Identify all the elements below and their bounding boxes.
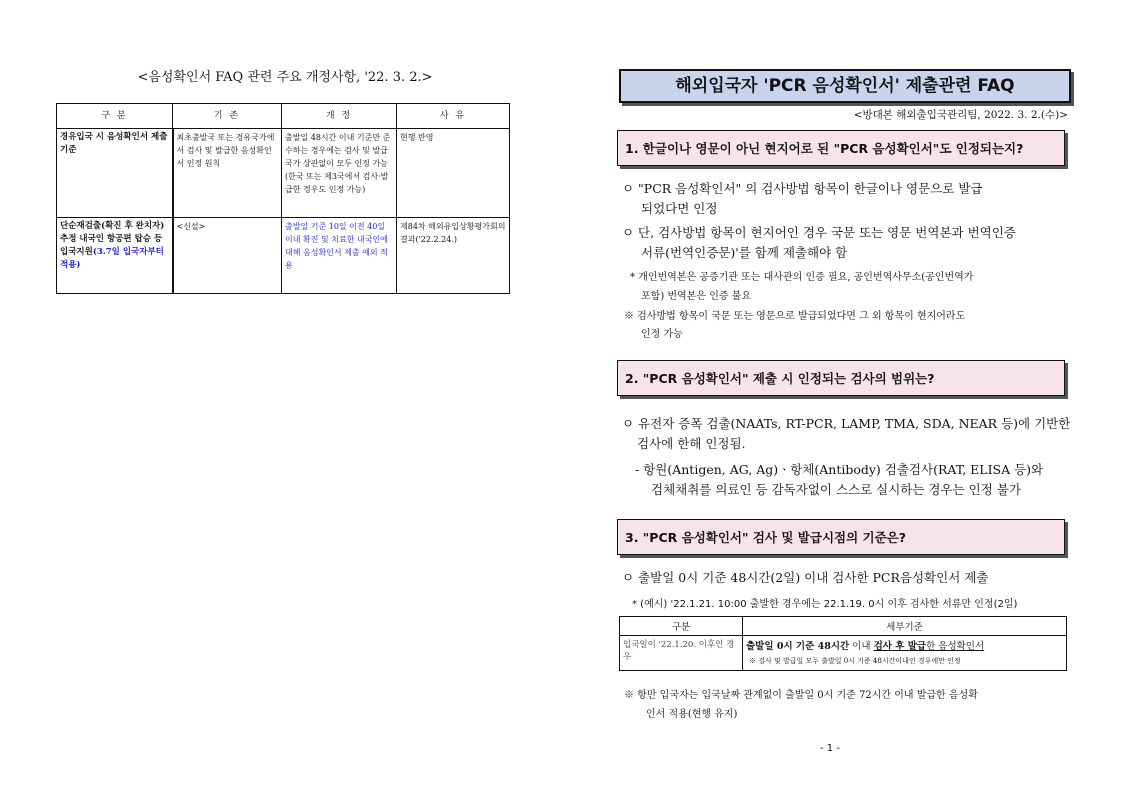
criteria-table [619,616,1067,671]
row1-revised: 출발일 48시간 이내 기준만 준수하는 경우에는 검사 및 발급국가 상관없이 모두 인정 가능(한국 또는 제3국에서 검사·발급한 경우도 인정 가능) [282,129,397,218]
table-row [620,636,1067,671]
q3-example: * (예시) '22.1.21. 10:00 출발한 경우에는 22.1.19. 0시 이후 검사한 서류만 인정(2일) [632,599,1018,610]
q1-line-1: ㅇ "PCR 음성확인서" 의 검사방법 항목이 한글이나 영문으로 발급 [622,181,983,196]
q2-line-1: ㅇ 유전자 증폭 검출(NAATs, RT-PCR, LAMP, TMA, SDA, NEAR 등)에 기반한 [622,416,1071,431]
criteria-header-category: 구분 [620,617,743,636]
q1-note-3: ※ 검사방법 항목이 국문 또는 영문으로 발급되었다면 그 외 항목이 현지어라도 [624,311,966,322]
header-revised: 개 정 [282,104,397,129]
faq-subtitle: <방대본 해외출입국관리팀, 2022. 3. 2.(수)> [853,109,1068,121]
q3-note-2: 인서 적용(현행 유지) [646,709,738,720]
header-existing: 기 존 [173,104,282,129]
page-number: - 1 - [820,743,840,754]
header-reason: 사 유 [397,104,510,129]
table-row [57,129,510,218]
question-1-box: 1. 한글이나 영문이 아닌 현지어로 된 "PCR 음성확인서"도 인정되는지? [617,130,1065,166]
row2-category [57,218,173,294]
q2-line-2: 검사에 한해 인정됨. [637,436,746,451]
q1-line-3: ㅇ 단, 검사방법 항목이 현지어인 경우 국문 또는 영문 번역본과 번역인증 [622,225,1016,240]
q3-line-1: ㅇ 출발일 0시 기준 48시간(2일) 이내 검사한 PCR음성확인서 제출 [622,570,989,585]
row2-category-note: (3.7일 입국자부터 적용) [60,247,164,270]
row2-reason: 제84차 해외유입상황평가회의 결과('22.2.24.) [397,218,510,294]
q2-line-4: 검체채취를 의료인 등 감독자없이 스스로 실시하는 경우는 인정 불가 [651,482,1021,497]
criteria-main-c: 검사 후 발급 [873,641,927,652]
criteria-category: 입국일이 '22.1.20. 이후인 경우 [620,636,743,671]
question-2-box: 2. "PCR 음성확인서" 제출 시 인정되는 검사의 범위는? [617,360,1065,396]
criteria-header-row [620,617,1067,636]
header-category: 구 분 [57,104,173,129]
left-page-title: <음성확인서 FAQ 관련 주요 개정사항, '22. 3. 2.> [137,70,433,85]
revision-table [56,103,510,294]
q1-note-2: 포함) 번역본은 인증 불요 [641,291,752,302]
q1-line-2: 되었다면 인정 [641,201,718,216]
criteria-main [746,638,1063,652]
row1-category: 경유입국 시 음성확인서 제출 기준 [57,129,173,218]
row2-category-text: 단순재검출(확진 후 완치자) 추정 내국인 항공편 탑승 등 입국지원 [60,221,165,257]
criteria-header-detail: 세부기준 [743,617,1067,636]
criteria-note: ※ 검사 및 발급일 모두 출발일 0시 기준 48시간이내인 경우에만 인정 [749,657,961,665]
q1-line-4: 서류(번역인증문)'를 함께 제출해야 함 [641,245,848,260]
criteria-main-b: 이내 [849,641,874,652]
row2-revised: 출발일 기준 10일 이전 40일 이내 확진 및 치료한 내국인에 대해 음성확인서 제출 예외 적용 [282,218,397,294]
row1-reason: 현행 반영 [397,129,510,218]
row2-existing: <신설> [173,218,282,294]
criteria-main-a: 출발일 0시 기준 48시간 [746,641,850,652]
q1-note-4: 인정 가능 [641,329,683,340]
q2-line-3: - 항원(Antigen, AG, Ag)ㆍ항체(Antibody) 검출검사(RAT, ELISA 등)와 [635,462,1044,477]
row1-existing: 최초출발국 또는 경유국가에서 검사 및 발급한 음성확인서 인정 원칙 [173,129,282,218]
question-3-box: 3. "PCR 음성확인서" 검사 및 발급시점의 기준은? [617,519,1065,555]
q3-note-1: ※ 항만 입국자는 입국날짜 관계없이 출발일 0시 기준 72시간 이내 발급한 음성확 [624,690,978,701]
criteria-detail [743,636,1067,671]
table-row [57,218,510,294]
table-header-row [57,104,510,129]
q1-note-1: * 개인번역본은 공증기관 또는 대사관의 인증 필요, 공인번역사무소(공인번역가 [630,272,974,283]
criteria-main-d: 한 음성확인서 [926,641,985,652]
faq-title: 해외입국자 'PCR 음성확인서' 제출관련 FAQ [619,69,1071,103]
